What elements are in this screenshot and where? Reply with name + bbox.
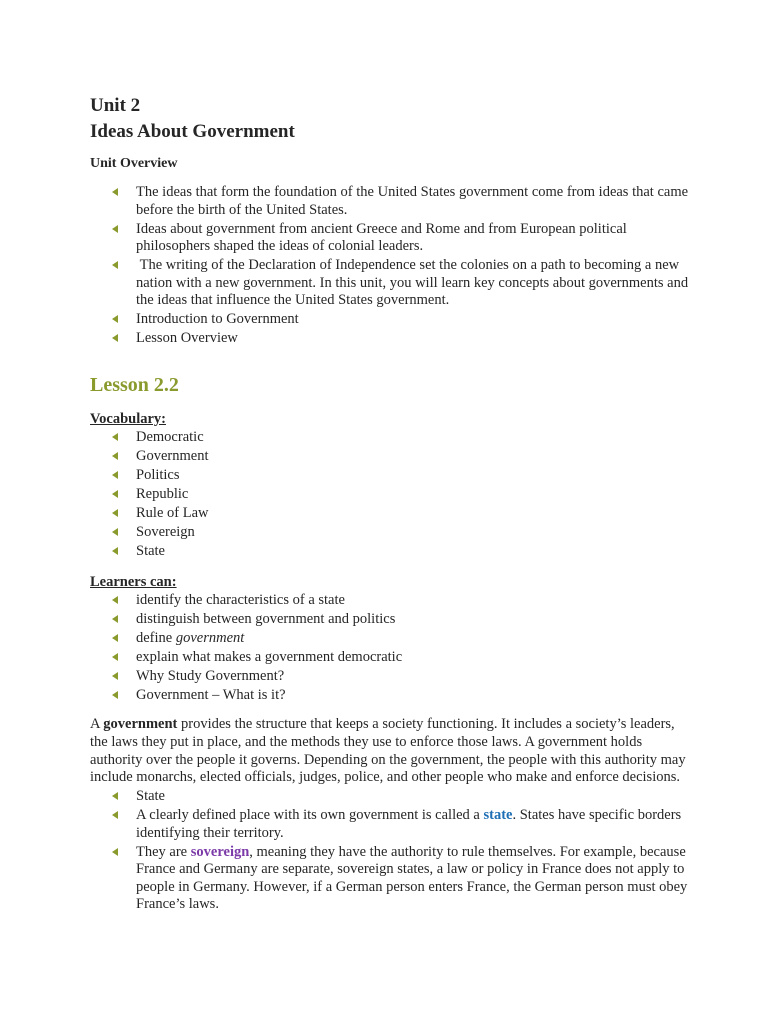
list-item: State [90, 543, 690, 561]
bullet-icon [112, 653, 118, 661]
bullet-icon [112, 547, 118, 555]
bullet-icon [112, 596, 118, 604]
list-item: State [90, 788, 690, 806]
bullet-icon [112, 225, 118, 233]
bullet-icon [112, 490, 118, 498]
list-item: Lesson Overview [90, 330, 690, 348]
bullet-icon [112, 334, 118, 342]
bullet-icon [112, 509, 118, 517]
list-item: explain what makes a government democratic [90, 649, 690, 667]
vocabulary-label: Vocabulary: [90, 410, 166, 427]
document-content [90, 93, 690, 915]
bullet-icon [112, 615, 118, 623]
list-item: They are sovereign, meaning they have the authority to rule themselves. For example, because France and Germany are separate, sovereign states, a law or policy in France does not apply to people in Germany. However, if a German person enters France, the German person must obey France’s laws. [90, 844, 690, 914]
bullet-icon [112, 471, 118, 479]
learners-can-list [90, 592, 690, 705]
list-item: Introduction to Government [90, 311, 690, 329]
list-item: Government [90, 448, 690, 466]
list-item: Ideas about government from ancient Greece and Rome and from European political philosophers shaped the ideas of colonial leaders. [90, 221, 690, 256]
bullet-icon [112, 634, 118, 642]
sovereign-keyword: sovereign [190, 843, 250, 860]
list-item: The ideas that form the foundation of the United States government come from ideas that came before the birth of the United States. [90, 184, 690, 219]
unit-number: Unit 2 [90, 95, 141, 116]
bullet-icon [112, 691, 118, 699]
list-item: Rule of Law [90, 505, 690, 523]
bullet-icon [112, 848, 118, 856]
unit-overview-label: Unit Overview [90, 156, 178, 171]
bullet-icon [112, 433, 118, 441]
bullet-icon [112, 452, 118, 460]
unit-title: Ideas About Government [90, 121, 295, 142]
list-item: Republic [90, 486, 690, 504]
list-item: Democratic [90, 429, 690, 447]
bullet-icon [112, 315, 118, 323]
state-keyword: state [483, 807, 513, 824]
list-item: distinguish between government and politics [90, 611, 690, 629]
lesson-title: Lesson 2.2 [90, 373, 179, 396]
bullet-icon [112, 792, 118, 800]
list-item: identify the characteristics of a state [90, 592, 690, 610]
bullet-icon [112, 528, 118, 536]
state-list [90, 788, 690, 914]
list-item: A clearly defined place with its own government is called a state. States have specific borders identifying their territory. [90, 807, 690, 842]
list-item: The writing of the Declaration of Independence set the colonies on a path to becoming a new nation with a new government. In this unit, you will learn key concepts about governments and the ideas that influence the United States government. [90, 257, 690, 310]
learners-can-label: Learners can: [90, 573, 177, 590]
government-paragraph: A government provides the structure that keeps a society functioning. It includes a society’s leaders, the laws they put in place, and the methods they use to enforce those laws. A government holds authority over the people it governs. Depending on the government, the people with this authority may include monarchs, elected officials, judges, police, and other people who make and enforce decisions. [90, 716, 686, 786]
list-item: Sovereign [90, 524, 690, 542]
bullet-icon [112, 188, 118, 196]
unit-overview-list [90, 184, 690, 348]
bullet-icon [112, 672, 118, 680]
list-item: define government [90, 630, 690, 648]
list-item: Government – What is it? [90, 687, 690, 705]
bullet-icon [112, 261, 118, 269]
bullet-icon [112, 811, 118, 819]
list-item: Why Study Government? [90, 668, 690, 686]
emphasized-term: government [175, 629, 245, 646]
list-item: Politics [90, 467, 690, 485]
vocabulary-list [90, 429, 690, 561]
government-term: government [103, 716, 178, 732]
